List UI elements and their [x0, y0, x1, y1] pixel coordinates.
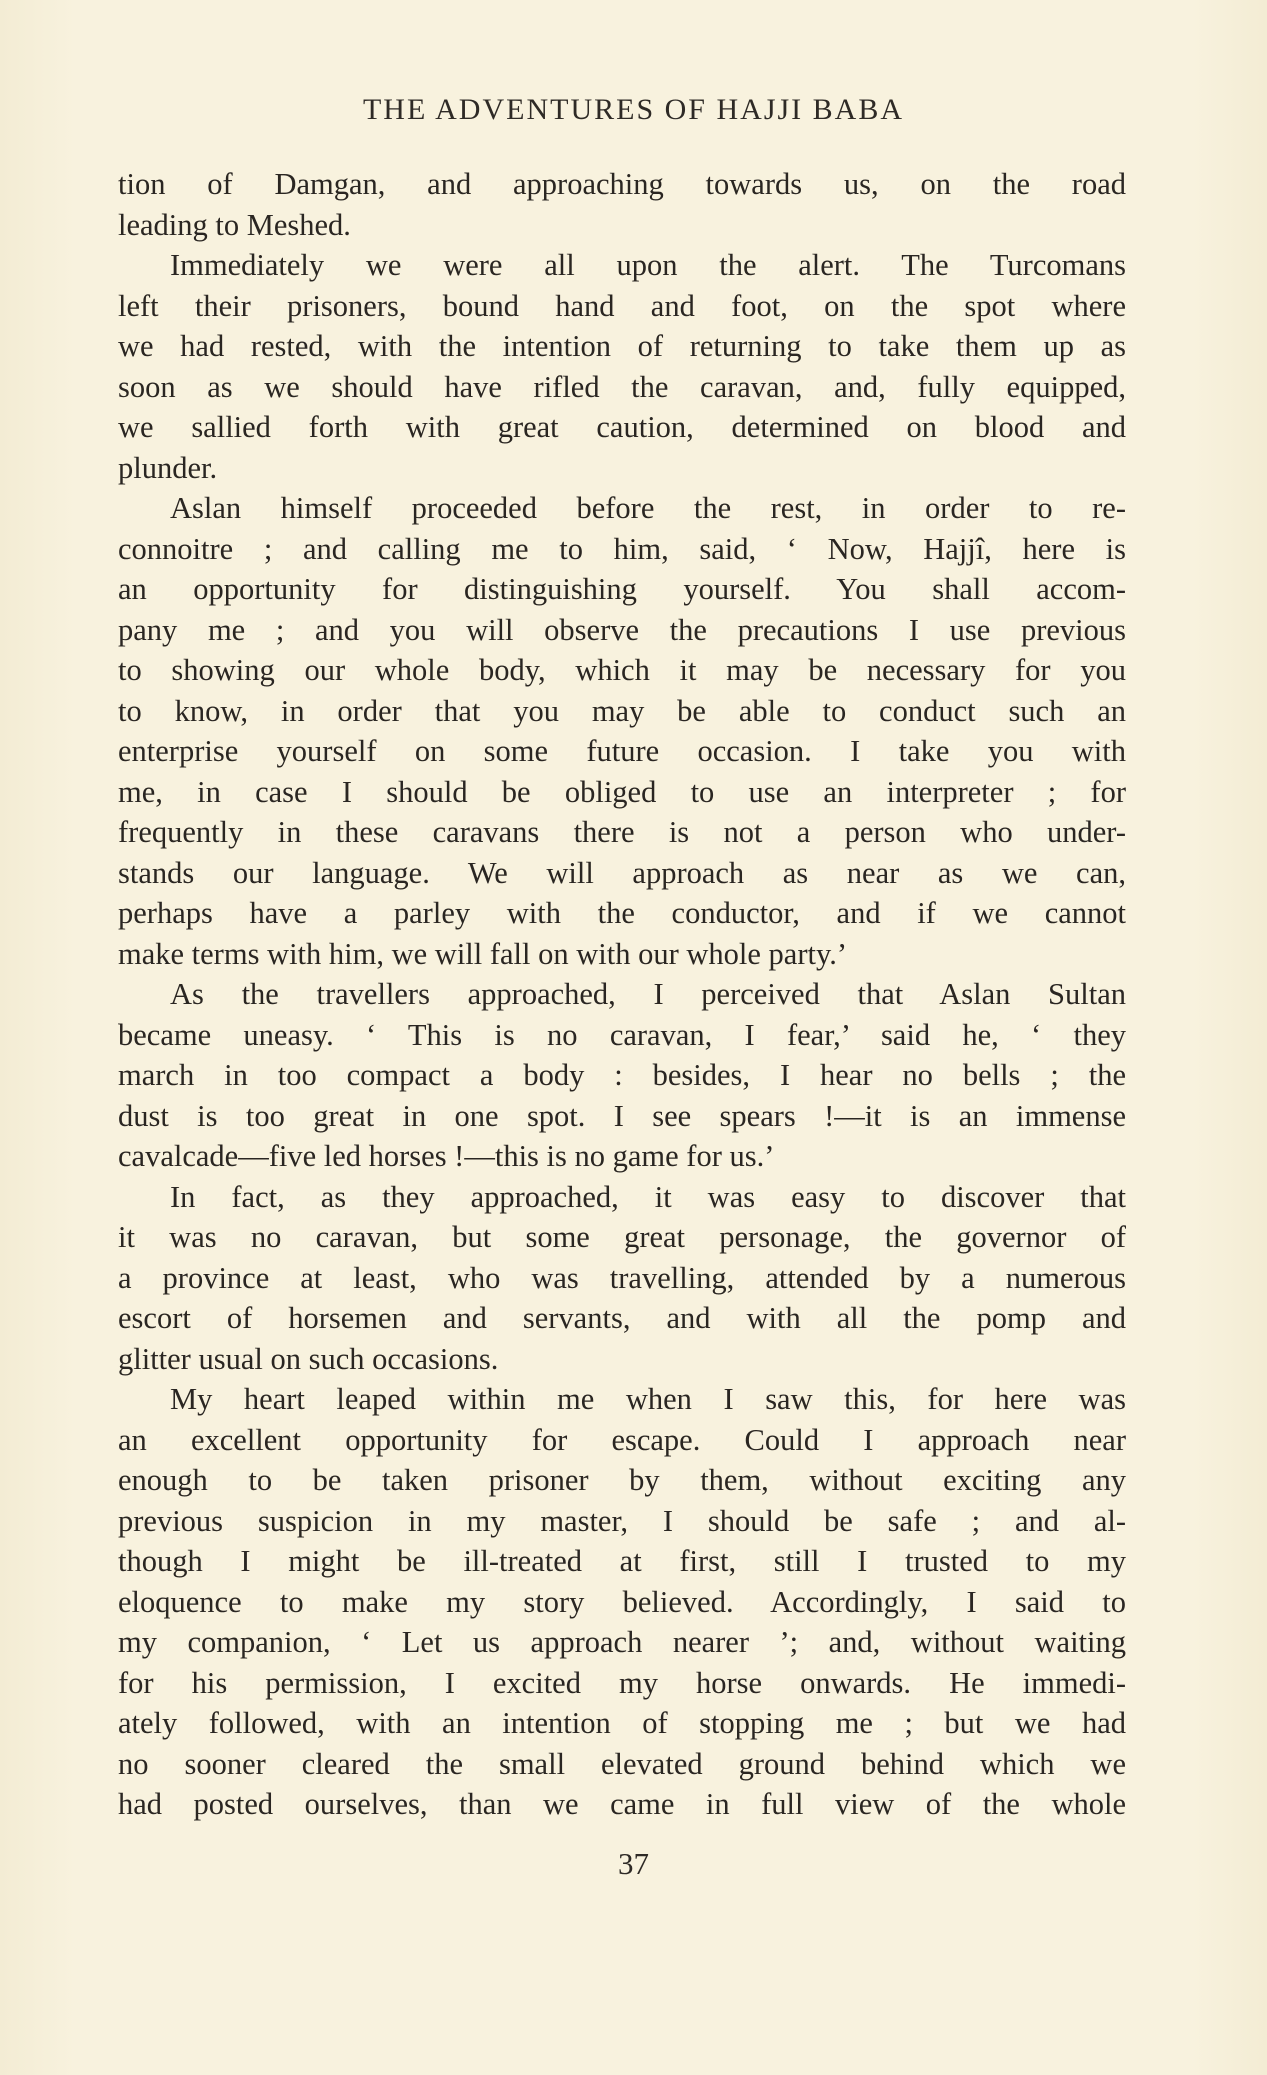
- text-line: enough to be taken prisoner by them, without exciting any: [118, 1463, 1126, 1497]
- text-line: left their prisoners, bound hand and foot, on the spot where: [118, 288, 1126, 323]
- text-line: soon as we should have rifled the caravan, and, fully equipped,: [118, 369, 1126, 404]
- text-line: ately followed, with an intention of stopping me ; but we had: [118, 1706, 1126, 1740]
- text-line: cavalcade—five led horses !—this is no game for us.’: [118, 1139, 775, 1173]
- text-line: previous suspicion in my master, I should be safe ; and al-: [118, 1503, 1126, 1538]
- text-line: a province at least, who was travelling, attended by a numerous: [118, 1260, 1126, 1295]
- text-line: make terms with him, we will fall on with our whole party.’: [118, 936, 848, 971]
- text-line: to showing our whole body, which it may be necessary for you: [118, 653, 1126, 687]
- text-line: to know, in order that you may be able to conduct such an: [118, 693, 1126, 728]
- text-line: enterprise yourself on some future occasion. I take you with: [118, 734, 1126, 768]
- text-line: connoitre ; and calling me to him, said, ‘ Now, Hajjî, here is: [118, 531, 1126, 566]
- text-line: an opportunity for distinguishing yourself. You shall accom-: [118, 572, 1126, 606]
- text-line: me, in case I should be obliged to use an interpreter ; for: [118, 774, 1126, 809]
- text-line: though I might be ill-treated at first, still I trusted to my: [118, 1544, 1126, 1578]
- text-line: it was no caravan, but some great personage, the governor of: [118, 1220, 1126, 1254]
- text-line: escort of horsemen and servants, and with all the pomp and: [118, 1301, 1126, 1335]
- running-head: THE ADVENTURES OF HAJJI BABA: [362, 93, 905, 126]
- text-line: had posted ourselves, than we came in full view of the whole: [118, 1787, 1126, 1821]
- body-text: [118, 164, 1126, 1825]
- text-line: we sallied forth with great caution, determined on blood and: [118, 410, 1126, 444]
- text-line: As the travellers approached, I perceived that Aslan Sultan: [170, 977, 1126, 1011]
- text-line: dust is too great in one spot. I see spears !—it is an immense: [118, 1098, 1126, 1133]
- text-line: my companion, ‘ Let us approach nearer ’; and, without waiting: [118, 1625, 1126, 1659]
- text-line: tion of Damgan, and approaching towards us, on the road: [118, 167, 1126, 201]
- text-line: perhaps have a parley with the conductor, and if we cannot: [118, 896, 1126, 930]
- text-line: stands our language. We will approach as near as we can,: [118, 855, 1126, 890]
- text-line: march in too compact a body : besides, I hear no bells ; the: [118, 1058, 1126, 1092]
- text-line: an excellent opportunity for escape. Could I approach near: [118, 1422, 1126, 1457]
- text-line: leading to Meshed.: [118, 207, 351, 242]
- text-line: Immediately we were all upon the alert. The Turcomans: [170, 248, 1126, 282]
- text-line: no sooner cleared the small elevated ground behind which we: [118, 1746, 1126, 1781]
- text-line: Aslan himself proceeded before the rest, in order to re-: [170, 491, 1126, 525]
- text-line: eloquence to make my story believed. Accordingly, I said to: [118, 1584, 1126, 1619]
- text-line: pany me ; and you will observe the precautions I use previous: [118, 612, 1126, 647]
- text-line: In fact, as they approached, it was easy to discover that: [170, 1179, 1126, 1214]
- text-line: became uneasy. ‘ This is no caravan, I fear,’ said he, ‘ they: [118, 1017, 1126, 1052]
- page-number: 37: [618, 1846, 649, 1881]
- text-line: frequently in these caravans there is not a person who under-: [118, 815, 1126, 849]
- text-line: My heart leaped within me when I saw this, for here was: [170, 1382, 1126, 1416]
- text-line: plunder.: [118, 450, 218, 485]
- text-line: glitter usual on such occasions.: [118, 1341, 499, 1376]
- text-line: we had rested, with the intention of returning to take them up as: [118, 329, 1126, 363]
- text-line: for his permission, I excited my horse onwards. He immedi-: [118, 1665, 1126, 1700]
